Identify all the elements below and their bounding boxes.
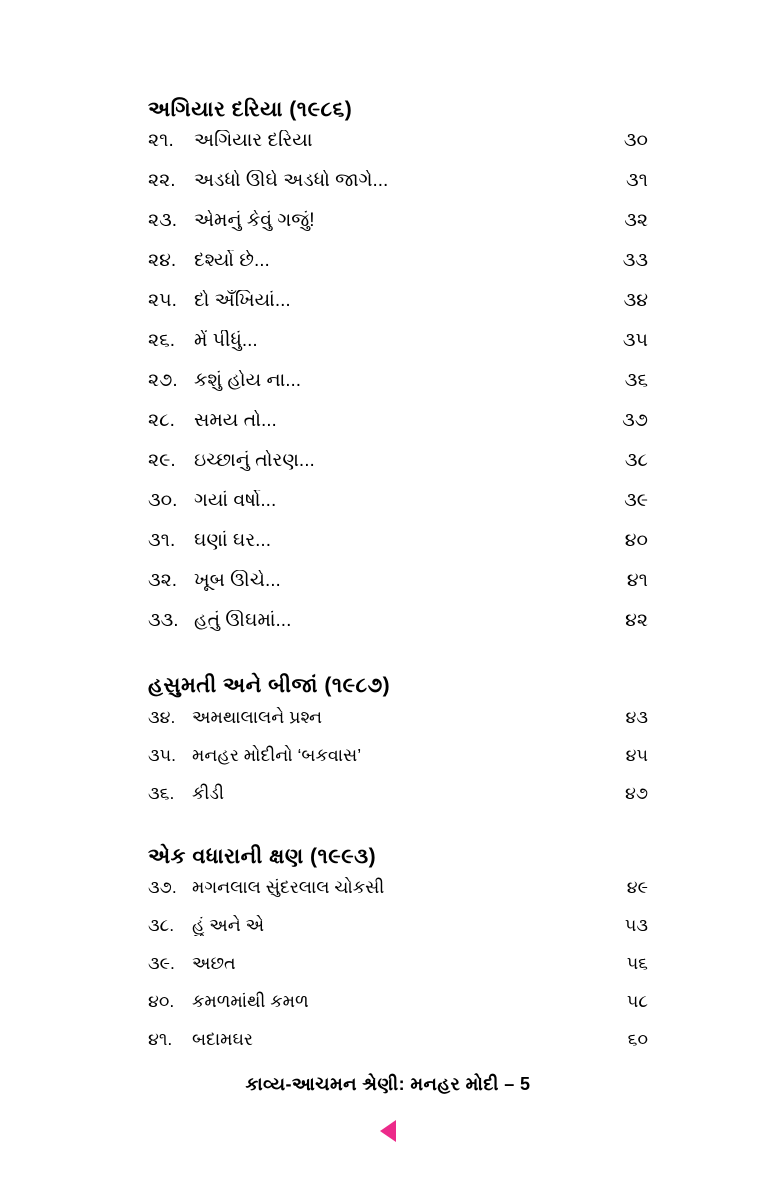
toc-entry-page: ૫૬: [626, 953, 648, 974]
toc-entry-title: કીડી: [192, 782, 224, 803]
toc-entry-page: ૪૩: [625, 706, 648, 727]
toc-entry-number: ૨૩.: [148, 210, 178, 232]
toc-entry-number: ૩૧.: [148, 530, 176, 552]
toc-entry[interactable]: [148, 250, 648, 290]
toc-entry-page: ૩૯: [624, 490, 648, 512]
toc-entry[interactable]: [148, 610, 648, 650]
toc-entry-page: ૪૯: [626, 877, 648, 898]
toc-entry-title: કમળમાંથી કમળ: [192, 991, 309, 1012]
toc-entry[interactable]: [148, 450, 648, 490]
toc-entry-number: ૪૦.: [148, 991, 175, 1012]
toc-entry-number: ૩૨.: [148, 570, 178, 592]
toc-entry-number: ૪૧.: [148, 1029, 173, 1050]
toc-entry-number: ૩૭.: [148, 877, 177, 898]
toc-list-2: [148, 707, 648, 821]
toc-entry-number: ૨૧.: [148, 130, 174, 152]
toc-entry-title: મગનલાલ સુંદરલાલ ચોકસી: [192, 877, 385, 898]
toc-entry-title: ગયાં વર્ષો...: [194, 490, 277, 512]
section-heading-1: અગિયાર દરિયા (૧૯૮૬): [148, 98, 353, 121]
toc-entry-title: હું અને એ: [192, 915, 265, 936]
toc-entry-title: મનહર મોદીનો ‘બકવાસ’: [192, 744, 362, 765]
toc-entry-page: ૩૪: [623, 290, 648, 312]
toc-entry[interactable]: [148, 490, 648, 530]
toc-entry-page: ૪૨: [625, 610, 648, 632]
toc-entry[interactable]: [148, 991, 648, 1029]
toc-entry[interactable]: [148, 915, 648, 953]
toc-entry[interactable]: [148, 570, 648, 610]
toc-entry-page: ૩૭: [622, 410, 648, 432]
toc-entry-title: એમનું કેવું ગજું!: [194, 210, 315, 232]
page-footer: કાવ્ય-આચમન શ્રેણી: મનહર મોદી – 5: [245, 1074, 531, 1094]
toc-entry[interactable]: [148, 530, 648, 570]
section-heading-2: હસુમતી અને બીજાં (૧૯૮૭): [148, 674, 391, 698]
toc-entry-page: ૫૩: [624, 915, 648, 936]
toc-entry-page: ૩૦: [623, 130, 648, 152]
toc-entry[interactable]: [148, 707, 648, 745]
toc-entry[interactable]: [148, 410, 648, 450]
toc-list-3: [148, 877, 648, 1067]
toc-entry[interactable]: [148, 1029, 648, 1067]
toc-entry[interactable]: [148, 953, 648, 991]
toc-entry[interactable]: [148, 170, 648, 210]
left-triangle-marker-icon: [380, 1120, 396, 1142]
toc-entry[interactable]: [148, 210, 648, 250]
toc-list-1: [148, 130, 648, 650]
toc-entry-page: ૬૦: [627, 1029, 648, 1050]
toc-entry-number: ૩૮.: [148, 915, 175, 936]
toc-entry-title: ઇચ્છાનું તોરણ...: [194, 450, 315, 472]
toc-entry-title: અછત: [192, 953, 236, 974]
toc-entry-number: ૨૪.: [148, 250, 177, 272]
toc-entry-page: ૩૮: [624, 450, 648, 472]
toc-entry-page: ૩૬: [624, 370, 648, 392]
toc-entry-page: ૩૫: [622, 330, 648, 352]
toc-entry-number: ૩૪.: [148, 706, 176, 727]
toc-entry-title: અમથાલાલને પ્રશ્ન: [192, 706, 323, 727]
toc-entry[interactable]: [148, 745, 648, 783]
page-marker: [0, 1120, 776, 1142]
toc-entry[interactable]: [148, 290, 648, 330]
section-heading-3: એક વધારાની ક્ષણ (૧૯૯૩): [148, 844, 377, 868]
toc-entry-number: ૩૯.: [148, 953, 175, 974]
toc-entry-number: ૩૫.: [148, 744, 177, 765]
toc-entry-page: ૩૨: [624, 210, 648, 232]
toc-entry-title: દર્શ્યો છે...: [194, 250, 270, 272]
toc-entry[interactable]: [148, 783, 648, 821]
toc-entry[interactable]: [148, 330, 648, 370]
toc-entry-number: ૩૬.: [148, 782, 175, 803]
toc-entry-page: ૪૭: [624, 782, 648, 803]
toc-entry-number: ૨૯.: [148, 450, 176, 472]
toc-entry-title: અગિયાર દરિયા: [194, 130, 313, 152]
toc-entry-page: ૪૫: [625, 744, 648, 765]
toc-entry-page: ૫૮: [626, 991, 648, 1012]
toc-entry-page: ૩૩: [622, 250, 648, 272]
toc-entry-title: બદામઘર: [192, 1029, 253, 1050]
toc-entry-number: ૨૫.: [148, 290, 177, 312]
toc-entry-title: ઘણાં ઘર...: [194, 530, 271, 552]
toc-entry-page: ૪૧: [626, 570, 648, 592]
toc-entry-title: હતું ઊંઘમાં...: [194, 610, 292, 632]
toc-entry-number: ૨૮.: [148, 410, 175, 432]
toc-entry-title: કશું હોય ના...: [194, 370, 302, 392]
toc-entry-title: મેં પીધું...: [194, 330, 258, 352]
toc-entry-number: ૩૦.: [148, 490, 178, 512]
toc-entry-number: ૨૭.: [148, 370, 178, 392]
toc-entry-page: ૩૧: [626, 170, 648, 192]
toc-entry-page: ૪૦: [624, 530, 648, 552]
toc-entry-title: અડધો ઊંઘે અડધો જાગે...: [194, 170, 389, 192]
toc-entry-number: ૨૨.: [148, 170, 176, 192]
toc-entry-number: ૩૩.: [148, 610, 179, 632]
toc-entry-title: દો અઁખિયાં...: [194, 290, 291, 312]
toc-entry[interactable]: [148, 370, 648, 410]
table-of-contents: [148, 96, 648, 1067]
toc-entry-title: સમય તો...: [194, 410, 277, 432]
toc-entry-number: ૨૬.: [148, 330, 176, 352]
toc-entry-title: ખૂબ ઊંચે...: [194, 570, 281, 592]
toc-entry[interactable]: [148, 877, 648, 915]
toc-entry[interactable]: [148, 130, 648, 170]
